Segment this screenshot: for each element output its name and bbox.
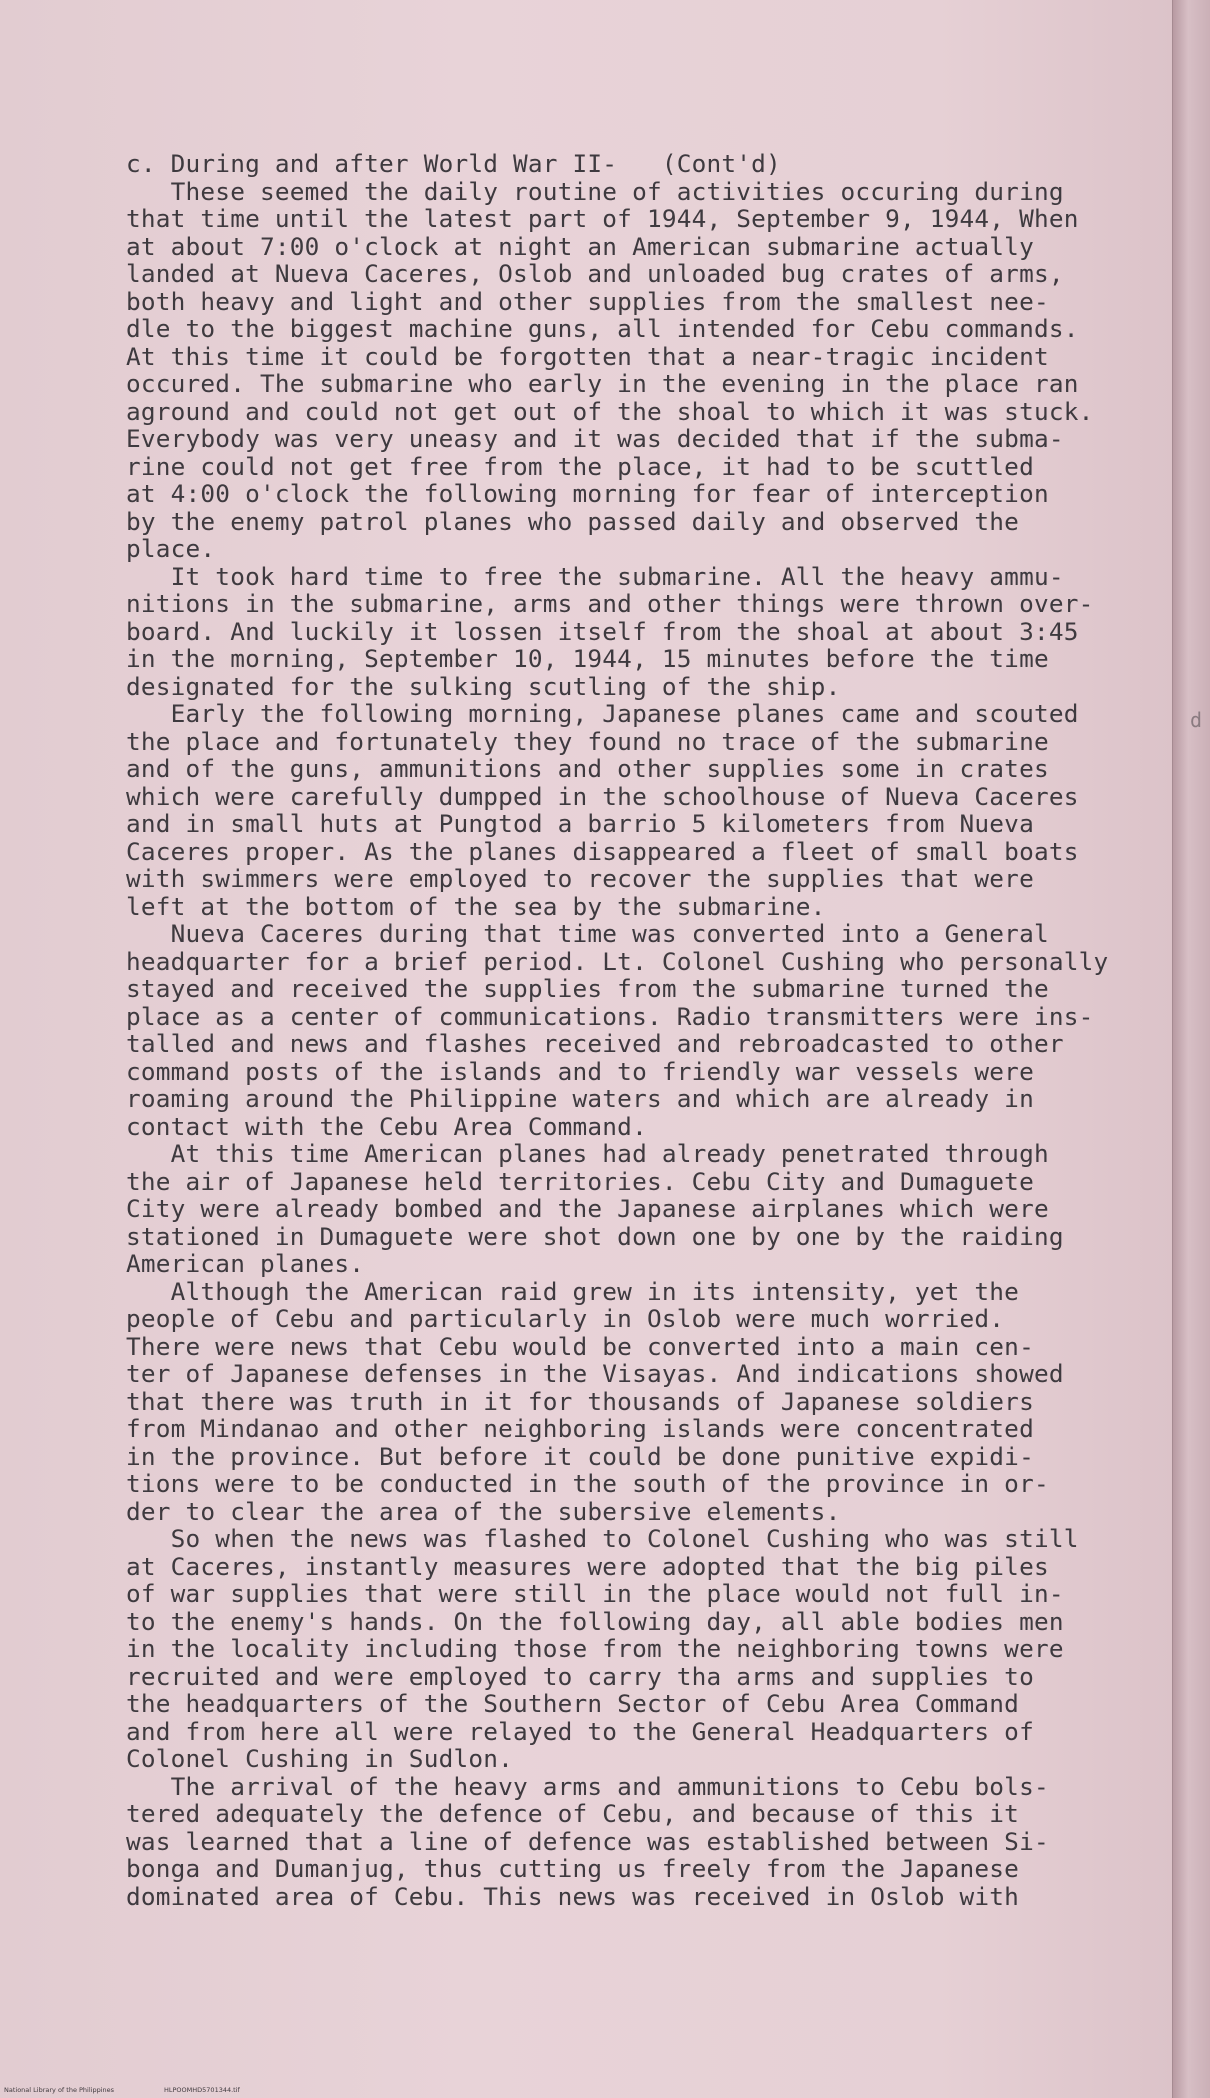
text-line: was learned that a line of defence was established between Si- [126,1826,1049,1856]
text-line: people of Cebu and particularly in Oslob were much worried. [126,1304,1005,1333]
text-line: to the enemy's hands. On the following day, all able bodies men [126,1606,1064,1636]
text-line: At this time American planes had already penetrated through [126,1139,1049,1168]
text-line: At this time it could be forgotten that a near-tragic incident [126,341,1049,371]
text-line: bonga and Dumanjug, thus cutting us freely from the Japanese [126,1854,1020,1883]
footer-library-name: National Library of the Philippines [4,2086,115,2094]
text-line: stayed and received the supplies from the submarine turned the [126,974,1049,1003]
text-line: at about 7:00 o'clock at night an American submarine actually [126,231,1034,261]
text-line: talled and news and flashes received and rebroadcasted to other [126,1029,1064,1058]
text-line: designated for the sulking scutling of the ship. [126,671,841,701]
text-line: So when the news was flashed to Colonel Cushing who was still [126,1524,1079,1553]
text-line: at Caceres, instantly measures were adopted that the big piles [126,1551,1049,1581]
text-line: The arrival of the heavy arms and ammunitions to Cebu bols- [126,1771,1049,1801]
text-line: contact with the Cebu Area Command. [126,1111,647,1141]
text-line: the headquarters of the Southern Sector of Cebu Area Command [126,1689,1020,1718]
footer [4,2083,1164,2097]
text-line: the place and fortunately they found no trace of the submarine [126,726,1049,756]
text-line: place. [126,534,216,563]
text-line: place as a center of communications. Radio transmitters were ins- [126,1001,1094,1031]
text-line: American planes. [126,1249,365,1278]
text-line: and of the guns, ammunitions and other supplies some in crates [126,754,1049,783]
text-line: and in small huts at Pungtod a barrio 5 kilometers from Nueva [126,809,1034,838]
text-line: stationed in Dumaguete were shot down one by one by the raiding [126,1221,1064,1251]
text-line: the air of Japanese held territories. Cebu City and Dumaguete [126,1166,1034,1196]
text-line: Although the American raid grew in its intensity, yet the [126,1276,1020,1306]
text-line: nitions in the submarine, arms and other things were thrown over- [126,589,1094,618]
text-line: landed at Nueva Caceres, Oslob and unloaded bug crates of arms, [126,259,1064,288]
text-line: Nueva Caceres during that time was converted into a General [126,919,1049,948]
text-line: of war supplies that were still in the place would not full in- [126,1579,1064,1608]
text-line: in the province. But before it could be done punitive expidi- [126,1441,1034,1471]
text-line: in the morning, September 10, 1944, 15 minutes before the time [126,644,1049,673]
text-line: that there was truth in it for thousands of Japanese soldiers [126,1386,1034,1416]
adjacent-page-edge [1172,0,1210,2098]
text-line: board. And luckily it lossen itself from the shoal at about 3:45 [126,616,1079,646]
text-line: There were news that Cebu would be converted into a main cen- [126,1331,1034,1361]
text-line: dominated area of Cebu. This news was received in Oslob with [126,1881,1020,1911]
text-line: headquarter for a brief period. Lt. Colonel Cushing who personally [126,946,1109,976]
text-line: left at the bottom of the sea by the submarine. [126,891,826,921]
footer-file-name: HLPOOMHD5701344.tif [164,2086,240,2094]
text-line: City were already bombed and the Japanese airplanes which were [126,1194,1049,1223]
text-line: recruited and were employed to carry tha arms and supplies to [126,1661,1034,1691]
text-line: These seemed the daily routine of activities occuring during [126,176,1064,206]
text-line: Early the following morning, Japanese planes came and scouted [126,699,1079,728]
typed-text-block [126,150,1166,1910]
text-line: at 4:00 o'clock the following morning for fear of interception [126,479,1049,508]
text-line: and from here all were relayed to the General Headquarters of [126,1716,1034,1746]
text-line: ter of Japanese defenses in the Visayas. And indications showed [126,1359,1064,1388]
text-line: from Mindanao and other neighboring islands were concentrated [126,1414,1034,1443]
text-line: tions were to be conducted in the south of the province in or- [126,1469,1049,1498]
text-line: that time until the latest part of 1944, September 9, 1944, When [126,204,1079,233]
text-line: command posts of the islands and to friendly war vessels were [126,1056,1034,1086]
text-line: aground and could not get out of the shoal to which it was stuck. [126,396,1094,426]
text-line: It took hard time to free the submarine. All the heavy ammu- [126,561,1064,591]
text-line: Caceres proper. As the planes disappeared a fleet of small boats [126,836,1079,866]
text-line: by the enemy patrol planes who passed daily and observed the [126,506,1020,536]
text-line: Colonel Cushing in Sudlon. [126,1744,513,1773]
text-line: both heavy and light and other supplies from the smallest nee- [126,286,1049,316]
text-line: Everybody was very uneasy and it was decided that if the subma- [126,424,1064,453]
text-line: occured. The submarine who early in the evening in the place ran [126,369,1079,398]
text-line: in the locality including those from the neighboring towns were [126,1634,1064,1663]
text-line: tered adequately the defence of Cebu, and because of this it [126,1799,1020,1828]
text-line: which were carefully dumpped in the schoolhouse of Nueva Caceres [126,781,1079,811]
text-line: dle to the biggest machine guns, all intended for Cebu commands. [126,314,1079,343]
margin-mark: d [1190,708,1203,732]
text-line: c. During and after World War II- (Cont'd) [126,149,781,178]
text-line: with swimmers were employed to recover the supplies that were [126,864,1034,893]
text-line: roaming around the Philippine waters and which are already in [126,1084,1034,1113]
text-line: rine could not get free from the place, it had to be scuttled [126,451,1034,481]
text-line: der to clear the area of the subersive elements. [126,1496,841,1526]
